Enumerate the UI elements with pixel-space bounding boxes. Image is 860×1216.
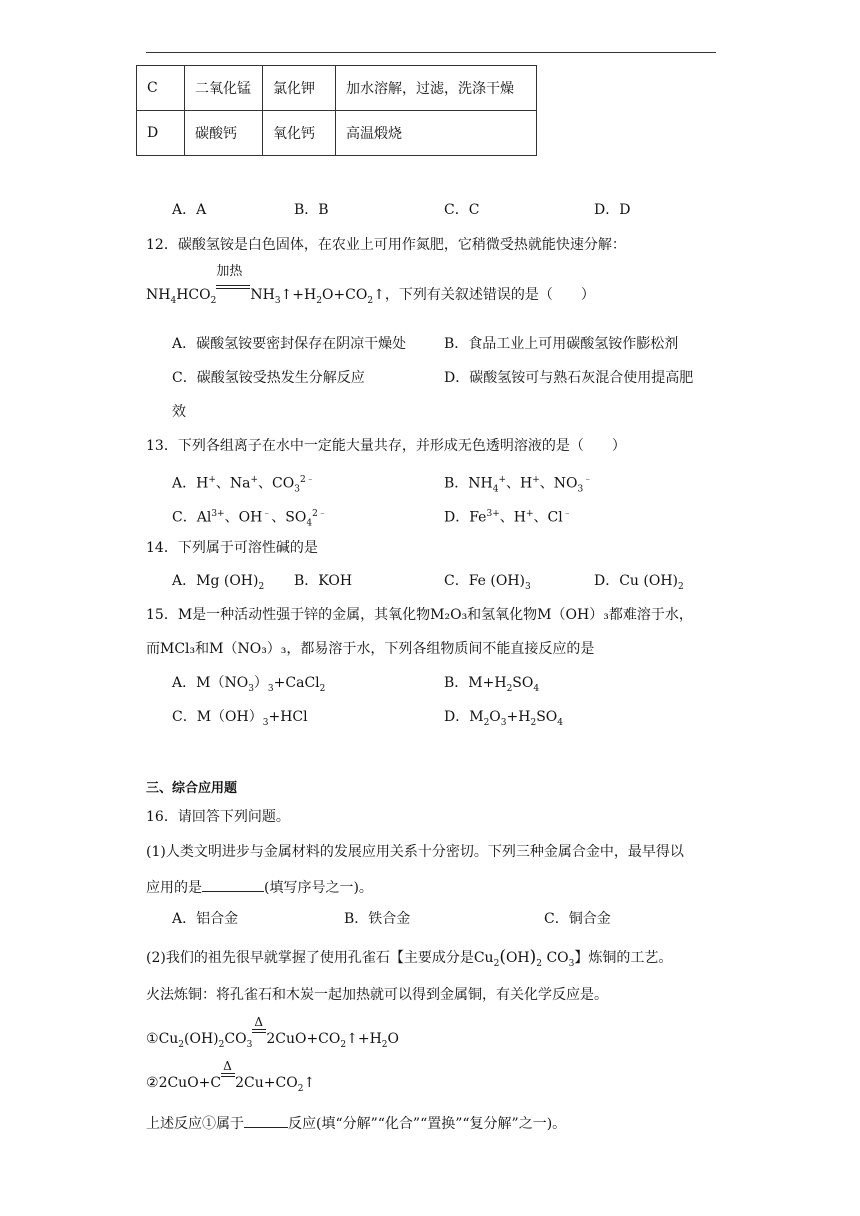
q14-option-c: C．Fe $(OH)_3$ [444,573,531,592]
q16-part4-post: 反应(填“分解”“化合”“置换”“复分解”之一)。 [288,1116,567,1132]
method-cell: 高温煅烧 [336,111,537,156]
q14-option-a: A．Mg $(OH)_2$ [172,573,265,592]
section-heading: 三、综合应用题 [146,781,238,796]
q15-line1: 15．M是一种活动性强于锌的金属，其氧化物M₂O₃和氢氧化物M（OH）₃都难溶于水， [146,607,693,623]
q12-option-b: B．食品工业上可用碳酸氢铵作膨松剂 [444,336,679,352]
substance-cell: 二氧化锰 [185,66,263,111]
q16-choice-a: A．铝合金 [172,911,239,927]
q14-option-b: B．KOH [294,573,353,589]
method-cell: 加水溶解，过滤，洗涤干燥 [336,66,537,111]
q16-stem: 16．请回答下列问题。 [146,809,290,825]
q16-part1-line1: (1)人类文明进步与金属材料的发展应用关系十分密切。下列三种金属合金中，最早得以 [146,844,684,860]
q12-option-c: C．碳酸氢铵受热发生分解反应 [172,370,365,386]
q13-option-b: B．$NH_4^+$、H+、$NO_3^﹣$ [444,475,593,495]
q15-line2: 而MCl₃和M（NO₃）₃，都易溶于水，下列各组物质间不能直接反应的是 [146,641,595,657]
equals-bar [216,285,250,289]
equals-bar [221,1073,235,1077]
choice-a: A．A [172,202,207,218]
q16-part2-pre: (2)我们的祖先很早就掌握了使用孔雀石【主要成分是 [146,950,474,966]
answer-blank-2[interactable] [244,1113,288,1128]
choice-b: B．B [294,202,329,218]
q12-option-a: A．碳酸氢铵要密封保存在阴凉干燥处 [172,336,407,352]
substance-cell: 碳酸钙 [185,111,263,156]
q12-option-d-cont: 效 [172,404,186,420]
q12-equation: $NH_4HCO_2$ 加热 $NH_3↑+H_2O+CO_2↑$，下列有关叙述错误的是（ ） [146,264,595,306]
equals-bar [252,1029,266,1033]
row-label: C [137,66,185,111]
q15-option-c: C．$M(OH)_3+HCl$ [172,709,308,728]
equation-condition [252,1015,266,1043]
q16-part2: (2)我们的祖先很早就掌握了使用孔雀石【主要成分是$Cu_2(OH)_2$ $CO_3$】炼铜的工艺。 [146,947,673,969]
equation-2: ②2CuO+C Δ $2Cu+CO_2↑$ [146,1059,316,1094]
eq1-prefix: ① [146,1031,159,1047]
q16-part4 [146,1113,566,1133]
q16-part1-line2 [146,877,373,897]
q16-choice-c: C．铜合金 [544,911,611,927]
condition-label: 加热 [216,264,243,279]
q16-part1-post: (填写序号之一)。 [264,880,373,896]
q13-stem: 13．下列各组离子在水中一定能大量共存，并形成无色透明溶液的是（ ） [146,438,626,454]
q16-part1-pre: 应用的是 [146,880,202,896]
q12-stem: 12．碳酸氢铵是白色固体，在农业上可用作氮肥，它稍微受热就能快速分解： [146,237,626,253]
impurity-cell: 氧化钙 [263,111,336,156]
header-rule [146,52,716,53]
row-label: D [137,111,185,156]
impurity-cell: 氯化钾 [263,66,336,111]
table-row [137,66,537,111]
delta-label: Δ [254,1015,263,1029]
q15-option-b: B．$M+H_2SO_4$ [444,675,540,694]
q13-option-a: A．H+、Na+、$CO_3^{2﹣}$ [172,475,315,495]
equation-condition [221,1059,235,1087]
q15-option-a: A．$M(NO_3)_3+CaCl_2$ [172,675,326,694]
q16-choice-b: B．铁合金 [344,911,411,927]
q13-option-d: D．$Fe^{3+}$、H+、Cl﹣ [444,509,572,526]
delta-label: Δ [223,1059,232,1073]
q16-part2-post: 】炼铜的工艺。 [574,950,673,966]
q13-option-c: C．$Al^{3+}$、OH﹣、$SO_4^{2﹣}$ [172,509,327,529]
q14-stem: 14．下列属于可溶性碱的是 [146,540,318,556]
q16-part3: 火法炼铜：将孔雀石和木炭一起加热就可以得到金属铜，有关化学反应是。 [146,987,608,1003]
equation-1: $①Cu_2(OH)_2CO_3$ Δ $2CuO+CO_2↑+H_2O$ [146,1015,399,1050]
q12-option-d: D．碳酸氢铵可与熟石灰混合使用提高肥 [444,370,694,386]
options-table [136,65,537,156]
equation-condition [216,264,250,299]
choice-d: D．D [594,202,631,218]
q16-part4-pre: 上述反应①属于 [146,1116,244,1132]
q12-tail: ，下列有关叙述错误的是（ ） [384,287,595,303]
eq2-prefix: ② [146,1075,159,1091]
q14-option-d: D．Cu $(OH)_2$ [594,573,684,592]
choice-c: C．C [444,202,480,218]
q15-option-d: D．$M_2O_3+H_2SO_4$ [444,709,564,728]
table-row [137,111,537,156]
answer-blank-1[interactable] [202,877,264,892]
